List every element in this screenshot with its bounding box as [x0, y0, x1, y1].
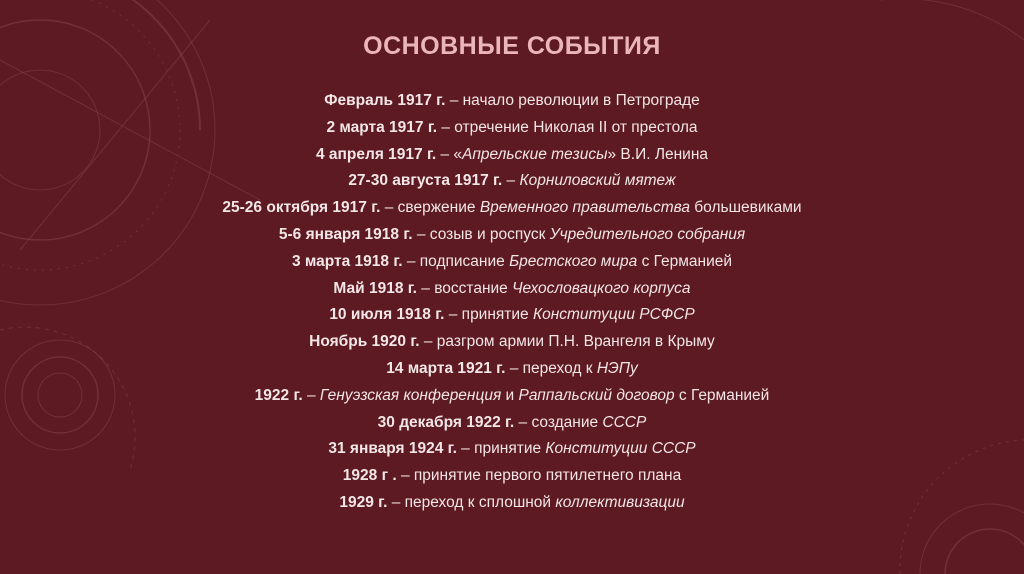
event-term: СССР — [602, 413, 647, 431]
event-item — [0, 195, 1024, 222]
event-text: – принятие первого пятилетнего плана — [396, 467, 682, 485]
event-text: » В.И. Ленина — [607, 145, 709, 163]
event-item — [0, 276, 1024, 303]
event-term: Генуэзская конференция — [319, 386, 502, 404]
event-term: Конституции РСФСР — [532, 306, 695, 324]
event-date: 3 марта 1918 г. — [291, 252, 403, 270]
event-term: Временного правительства — [479, 199, 690, 217]
event-item — [0, 88, 1024, 115]
event-text: – переход к сплошной — [387, 493, 556, 511]
event-term: Корниловский мятеж — [519, 172, 676, 190]
event-date: 1928 г . — [342, 467, 397, 485]
event-date: Февраль 1917 г. — [324, 92, 446, 109]
event-term: Конституции СССР — [545, 440, 696, 458]
event-date: 14 марта 1921 г. — [386, 359, 506, 377]
event-item — [0, 249, 1024, 276]
event-item — [0, 490, 1024, 517]
event-item — [0, 436, 1024, 463]
event-date: 5-6 января 1918 г. — [278, 225, 413, 243]
event-date: 30 декабря 1922 г. — [377, 413, 515, 431]
event-term: Раппальский договор — [518, 386, 675, 404]
event-term: Брестского мира — [509, 252, 638, 270]
event-date: 25-26 октября 1917 г. — [222, 199, 381, 217]
event-date: 2 марта 1917 г. — [326, 118, 438, 136]
event-date: Май 1918 г. — [333, 279, 417, 297]
event-text: – — [302, 386, 320, 404]
event-text: – — [502, 172, 520, 190]
event-date: 4 апреля 1917 г. — [315, 145, 437, 163]
event-item — [0, 222, 1024, 249]
event-text: – свержение — [380, 199, 480, 217]
event-text: – восстание — [416, 279, 513, 297]
event-item — [0, 168, 1024, 195]
event-text: с Германией — [637, 252, 733, 270]
events-list — [0, 88, 1024, 517]
event-term: НЭПу — [596, 359, 638, 377]
event-date: 1922 г. — [254, 386, 303, 404]
event-text: – принятие — [456, 440, 546, 458]
event-term: Апрельские тезисы — [462, 145, 608, 163]
event-item — [0, 410, 1024, 437]
event-term: Учредительного собрания — [549, 225, 746, 243]
event-date: 10 июля 1918 г. — [329, 306, 445, 324]
event-term: коллективизации — [555, 493, 685, 511]
event-item — [0, 463, 1024, 490]
event-date: 27-30 августа 1917 г. — [348, 172, 503, 190]
event-text: – принятие — [444, 306, 533, 324]
event-item — [0, 302, 1024, 329]
event-date: 1929 г. — [339, 493, 388, 511]
event-text: – создание — [514, 413, 603, 431]
event-text: – переход к — [505, 359, 597, 377]
event-date: 31 января 1924 г. — [328, 440, 457, 458]
event-text: большевиками — [689, 199, 802, 217]
event-text: с Германией — [674, 386, 770, 404]
event-text: – разгром армии П.Н. Врангеля в Крыму — [419, 333, 715, 351]
event-item — [0, 115, 1024, 142]
event-text: – начало революции в Петрограде — [445, 92, 700, 109]
event-item — [0, 383, 1024, 410]
slide-title: ОСНОВНЫЕ СОБЫТИЯ — [363, 32, 661, 60]
event-text: – созыв и роспуск — [412, 225, 550, 243]
event-term: Чехословацкого корпуса — [512, 279, 691, 297]
event-text: – « — [436, 145, 463, 163]
event-text: – отречение Николая II от престола — [437, 118, 698, 136]
event-text: и — [501, 386, 519, 404]
event-item — [0, 356, 1024, 383]
event-text: – подписание — [402, 252, 510, 270]
event-date: Ноябрь 1920 г. — [309, 333, 420, 351]
event-item — [0, 329, 1024, 356]
event-item — [0, 142, 1024, 169]
